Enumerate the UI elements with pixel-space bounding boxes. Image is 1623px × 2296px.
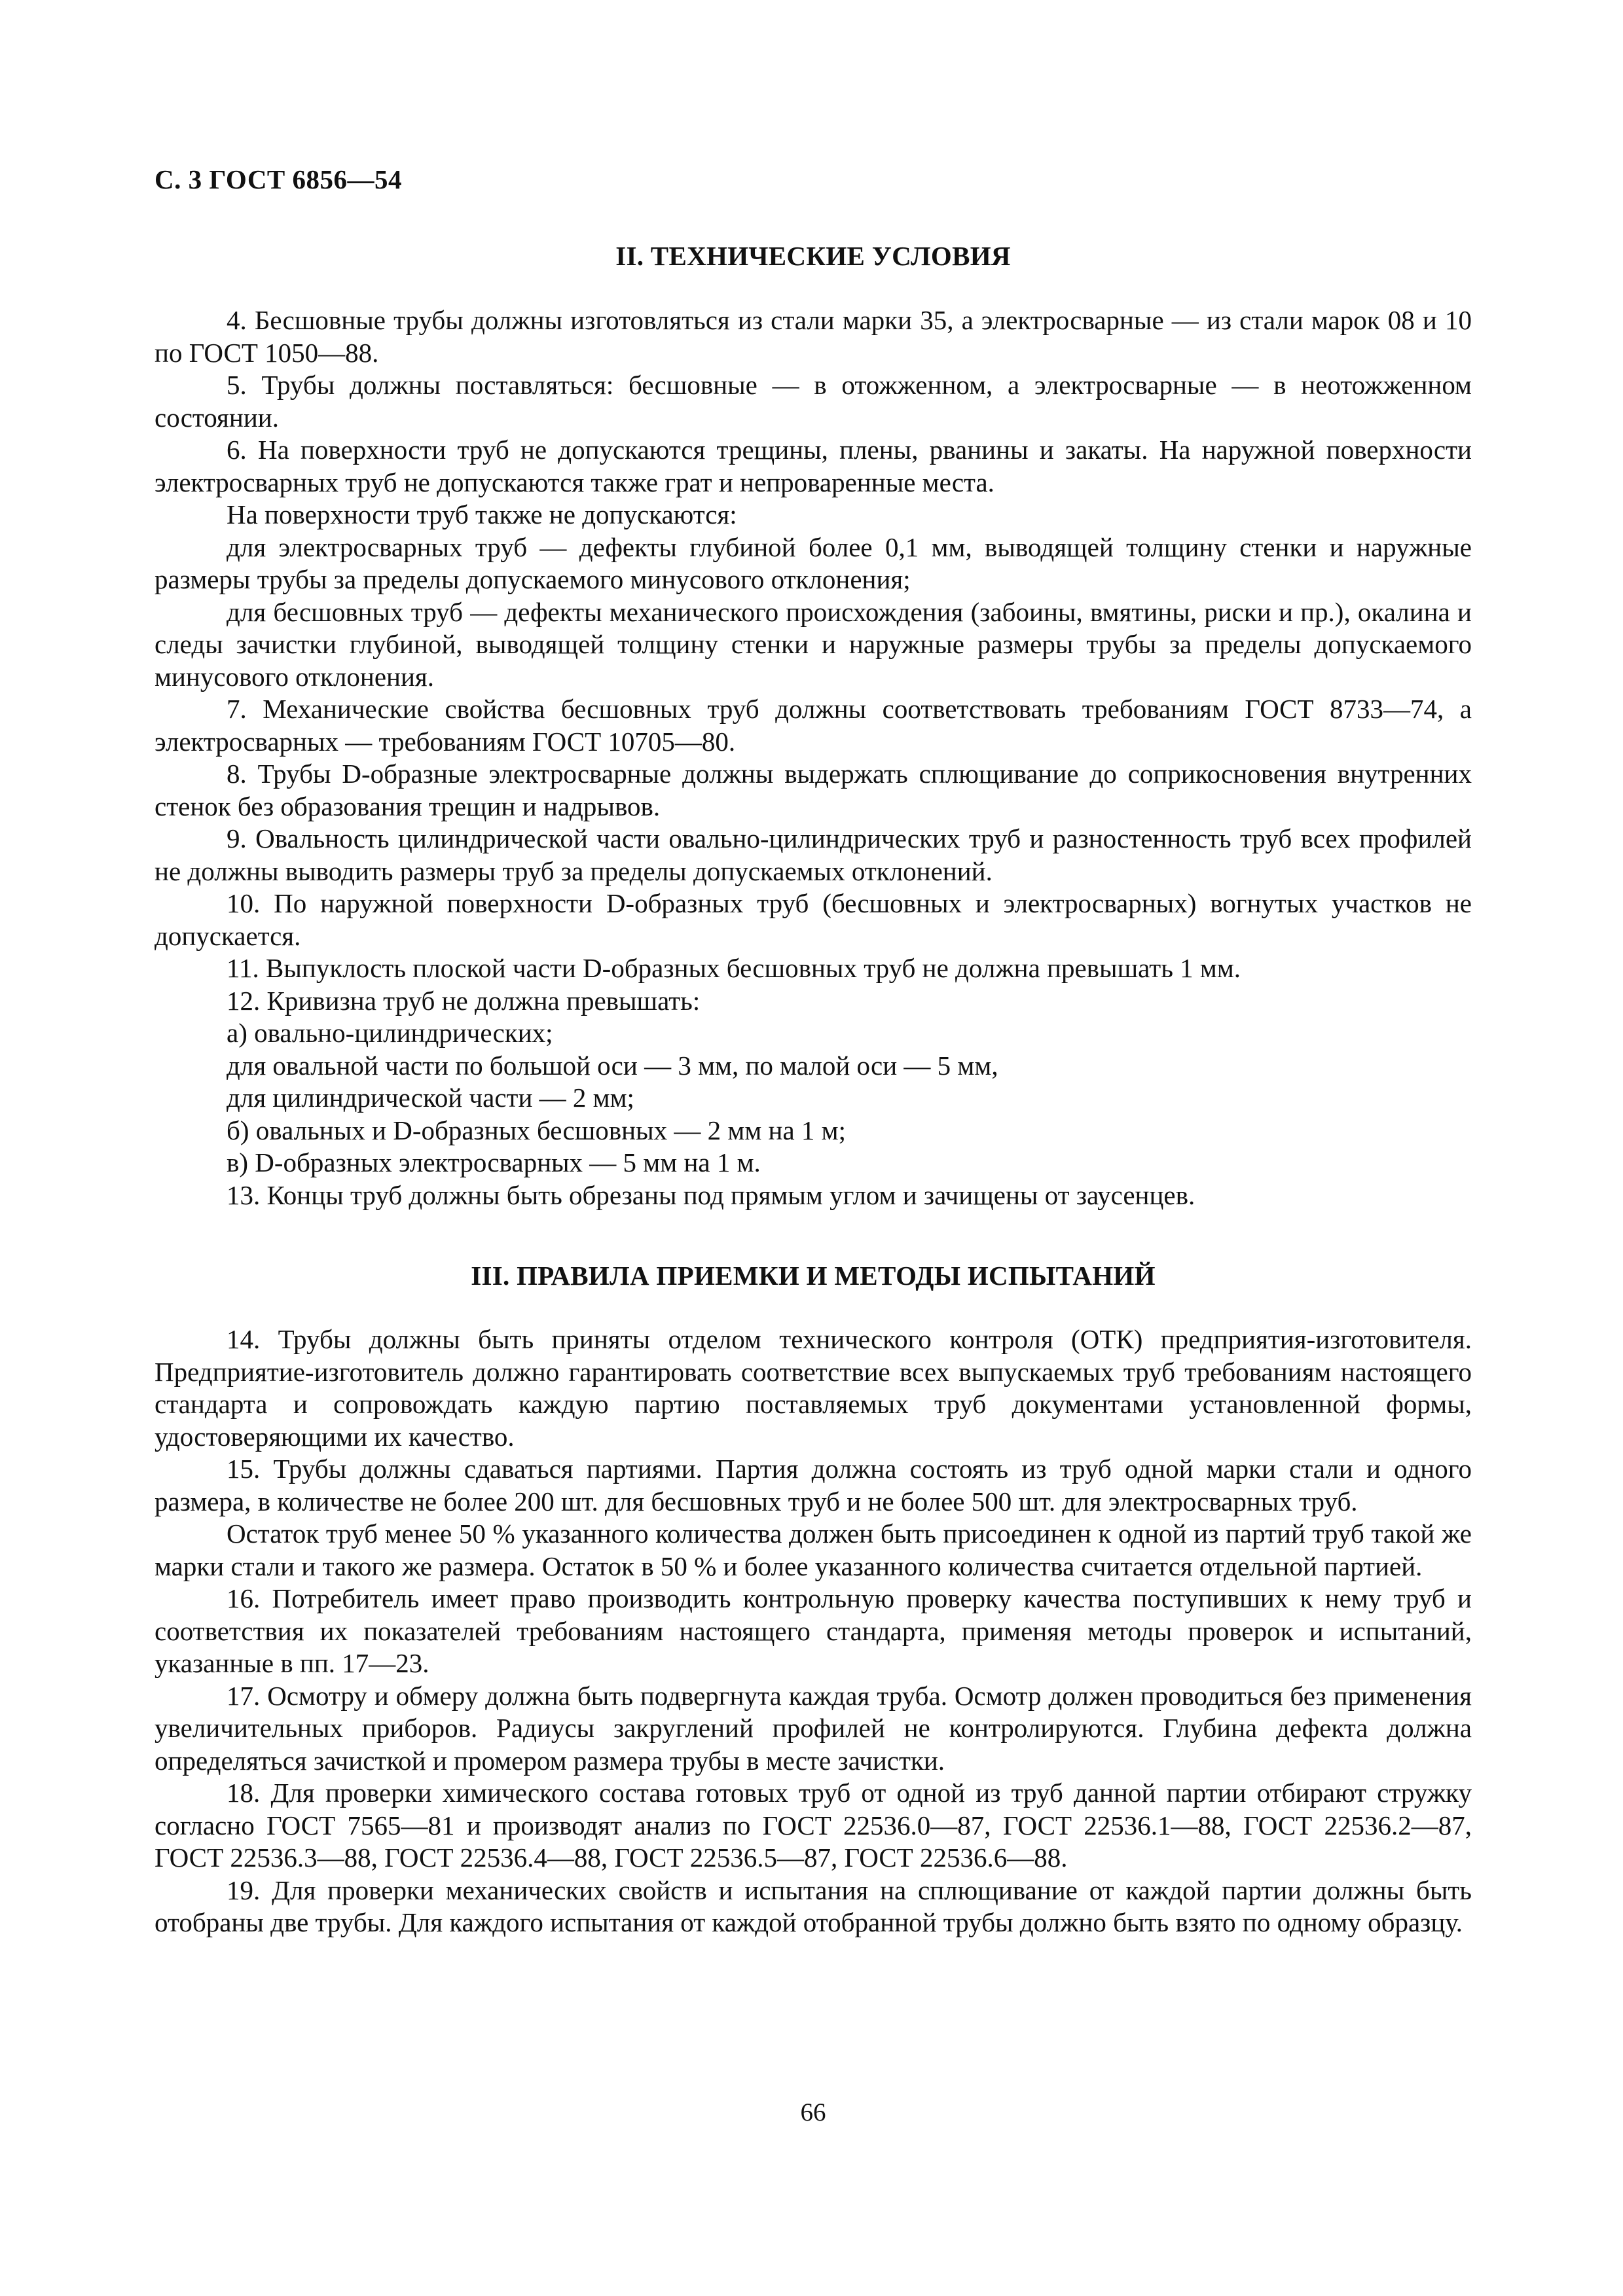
- document-page: [155, 0, 1472, 2296]
- paragraph-12-c: в) D-образных электросварных — 5 мм на 1 м.: [227, 1147, 761, 1177]
- section-3-title: III. ПРАВИЛА ПРИЕМКИ И МЕТОДЫ ИСПЫТАНИЙ: [471, 1261, 1156, 1291]
- paragraph-13: 13. Концы труб должны быть обрезаны под прямым углом и зачищены от заусенцев.: [227, 1179, 1195, 1210]
- running-head: С. 3 ГОСТ 6856—54: [155, 164, 403, 194]
- paragraph-5: 5. Трубы должны поставляться: бесшовные — в отожженном, а электросварные — в неотожженном состоянии.: [155, 370, 1472, 433]
- paragraph-18: 18. Для проверки химического состава готовых труб от одной из труб данной партии отбирают стружку согласно ГОСТ 7565—81 и производят анализ по ГОСТ 22536.0—87, ГОСТ 22536.1—88, ГОСТ 22536.2—87, ГОСТ 22536.3—88, ГОСТ 22536.4—88, ГОСТ 22536.5—87, ГОСТ 22536.6—88.: [155, 1778, 1472, 1873]
- paragraph-4: 4. Бесшовные трубы должны изготовляться из стали марки 35, а электросварные — из стали марок 08 и 10 по ГОСТ 1050—88.: [155, 305, 1472, 368]
- paragraph-12-b: б) овальных и D-образных бесшовных — 2 мм на 1 м;: [227, 1115, 847, 1145]
- paragraph-15-remainder: Остаток труб менее 50 % указанного количества должен быть присоединен к одной из партий труб такой же марки стали и такого же размера. Остаток в 50 % и более указанного количества считается отдельной партией.: [155, 1518, 1472, 1581]
- section-2-title: II. ТЕХНИЧЕСКИЕ УСЛОВИЯ: [615, 241, 1011, 271]
- paragraph-6-electrowelded: для электросварных труб — дефекты глубиной более 0,1 мм, выводящей толщину стенки и наружные размеры трубы за пределы допускаемого минусового отклонения;: [155, 531, 1472, 594]
- section-2-body: [155, 304, 1472, 1211]
- paragraph-6: 6. На поверхности труб не допускаются трещины, плены, рванины и закаты. На наружной поверхности электросварных труб не допускаются также грат и непроваренные места.: [155, 435, 1472, 497]
- paragraph-17: 17. Осмотру и обмеру должна быть подвергнута каждая труба. Осмотр должен проводиться без применения увеличительных приборов. Радиусы закруглений профилей не контролируются. Глубина дефекта должна определяться зачисткой и промером размера трубы в месте зачистки.: [155, 1680, 1472, 1776]
- paragraph-12-a-cyl: для цилиндрической части — 2 мм;: [227, 1083, 634, 1113]
- paragraph-12: 12. Кривизна труб не должна превышать:: [227, 985, 701, 1016]
- paragraph-9: 9. Овальность цилиндрической части овально-цилиндрических труб и разностенность труб всех профилей не должны выводить размеры труб за пределы допускаемых отклонений.: [155, 823, 1472, 886]
- paragraph-10: 10. По наружной поверхности D-образных труб (бесшовных и электросварных) вогнутых участков не допускается.: [155, 888, 1472, 951]
- paragraph-19: 19. Для проверки механических свойств и испытания на сплющивание от каждой партии должны быть отобраны две трубы. Для каждого испытания от каждой отобранной трубы должно быть взято по одному образцу.: [155, 1874, 1472, 1937]
- paragraph-7: 7. Механические свойства бесшовных труб должны соответствовать требованиям ГОСТ 8733—74, а электросварных — требованиям ГОСТ 10705—80.: [155, 694, 1472, 757]
- section-3-body: [155, 1323, 1472, 1939]
- paragraph-16: 16. Потребитель имеет право производить контрольную проверку качества поступивших к нему труб и соответствия их показателей требованиям настоящего стандарта, применяя методы проверок и испытаний, указанные в пп. 17—23.: [155, 1583, 1472, 1678]
- paragraph-6-intro: На поверхности труб также не допускаются:: [227, 499, 737, 529]
- paragraph-15: 15. Трубы должны сдаваться партиями. Партия должна состоять из труб одной марки стали и одного размера, в количестве не более 200 шт. для бесшовных труб и не более 500 шт. для электросварных труб.: [155, 1454, 1472, 1516]
- paragraph-6-seamless: для бесшовных труб — дефекты механического происхождения (забоины, вмятины, риски и пр.), окалина и следы зачистки глубиной, выводящей толщину стенки и наружные размеры трубы за пределы допускаемого минусового отклонения.: [155, 596, 1472, 692]
- paragraph-12-a: а) овально-цилиндрических;: [227, 1018, 553, 1048]
- paragraph-12-a-oval: для овальной части по большой оси — 3 мм, по малой оси — 5 мм,: [227, 1050, 998, 1081]
- paragraph-14: 14. Трубы должны быть приняты отделом технического контроля (ОТК) предприятия-изготовителя. Предприятие-изготовитель должно гарантировать соответствие всех выпускаемых труб требованиям настоящего стандарта и сопровождать каждую партию поставляемых труб документами установленной формы, удостоверяющими их качество.: [155, 1324, 1472, 1452]
- page-number: 66: [800, 2098, 826, 2126]
- paragraph-11: 11. Выпуклость плоской части D-образных бесшовных труб не должна превышать 1 мм.: [227, 953, 1241, 983]
- paragraph-8: 8. Трубы D-образные электросварные должны выдержать сплющивание до соприкосновения внутренних стенок без образования трещин и надрывов.: [155, 759, 1472, 821]
